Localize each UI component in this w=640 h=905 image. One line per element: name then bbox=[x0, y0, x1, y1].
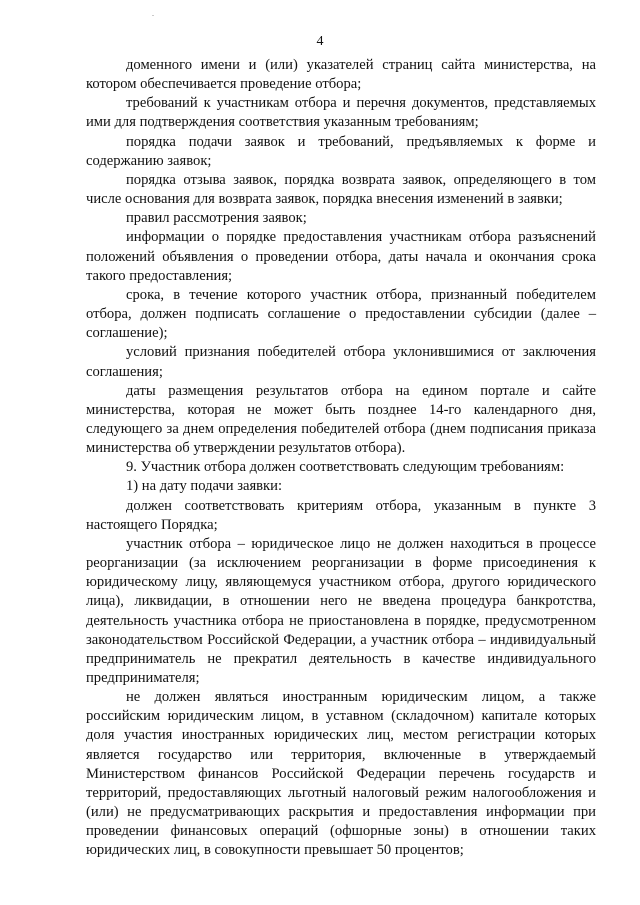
document-body bbox=[86, 56, 596, 861]
paragraph-application-procedure: порядка подачи заявок и требований, предъявляемых к форме и содержанию заявок; bbox=[86, 133, 596, 169]
paragraph-section-9-heading: 9. Участник отбора должен соответствовать следующим требованиям: bbox=[126, 459, 565, 476]
scan-corner-mark: . bbox=[152, 9, 154, 18]
paragraph-application-withdrawal: порядка отзыва заявок, порядка возврата заявок, определяющего в том числе основания для возврата заявок, порядка внесения изменений в заявки; bbox=[86, 171, 596, 208]
paragraph-domain-name: доменного имени и (или) указателей страниц сайта министерства, на котором обеспечивается проведение отбора; bbox=[86, 57, 596, 93]
paragraph-subitem-1: 1) на дату подачи заявки: bbox=[126, 478, 282, 495]
paragraph-agreement-deadline: срока, в течение которого участник отбора, признанный победителем отбора, должен подписать соглашение о предоставлении субсидии (далее – соглашение); bbox=[86, 286, 596, 342]
paragraph-criteria-compliance: должен соответствовать критериям отбора, указанным в пункте 3 настоящего Порядка; bbox=[86, 497, 596, 533]
paragraph-results-publication: даты размещения результатов отбора на едином портале и сайте министерства, которая не может быть позднее 14-го календарного дня, следующего за днем определения победителей отбора (днем подписания приказа министерства об утверждении результатов отбора). bbox=[86, 382, 596, 457]
paragraph-review-rules: правил рассмотрения заявок; bbox=[126, 210, 307, 227]
page-number: 4 bbox=[316, 34, 324, 49]
paragraph-foreign-entity: не должен являться иностранным юридическим лицом, а также российским юридическим лицом, в уставном (складочном) капитале которых доля участия иностранных юридических лиц, местом регистрации которых является государство или территория, включенные в утверждаемый Министерством финансов Российской Федерации перечень государств и территорий, предоставляющих льготный налоговый режим налогообложения и (или) не предусматривающих раскрытия и предоставления информации при проведении финансовых операций (офшорные зоны) в отношении таких юридических лиц, в совокупности превышает 50 процентов; bbox=[86, 689, 596, 859]
paragraph-reorganization: участник отбора – юридическое лицо не должен находиться в процессе реорганизации (за исключением реорганизации в форме присоединения к юридическому лицу, являющемуся участником отбора, другого юридического лица), ликвидации, в отношении него не введена процедура банкротства, деятельность участника отбора не приостановлена в порядке, предусмотренном законодательством Российской Федерации, а участник отбора – индивидуальный предприниматель не прекратил деятельность в качестве индивидуального предпринимателя; bbox=[86, 535, 596, 686]
paragraph-participant-requirements: требований к участникам отбора и перечня документов, представляемых ими для подтверждения соответствия указанным требованиям; bbox=[86, 95, 596, 131]
paragraph-evasion-conditions: условий признания победителей отбора уклонившимися от заключения соглашения; bbox=[86, 344, 596, 380]
paragraph-clarifications: информации о порядке предоставления участникам отбора разъяснений положений объявления о проведении отбора, даты начала и окончания срока такого предоставления; bbox=[86, 229, 596, 284]
